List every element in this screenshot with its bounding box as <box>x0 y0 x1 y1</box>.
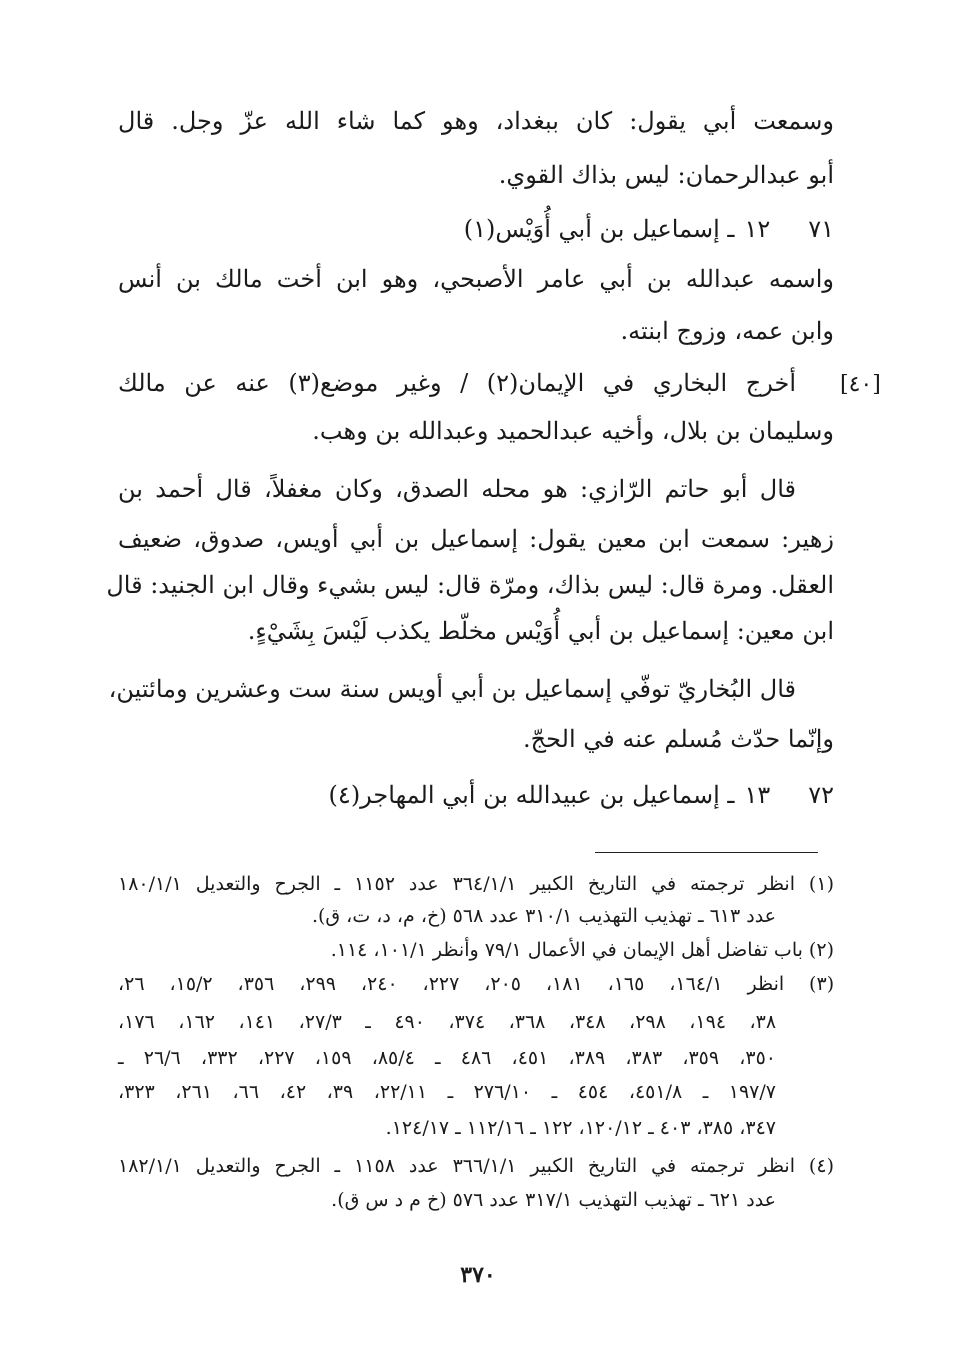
footnote-line: (٤) انظر ترجمته في التاريخ الكبير ٣٦٦/١/١ عدد ١١٥٨ ـ الجرح والتعديل ١٨٢/١/١ <box>118 1155 834 1177</box>
footnote-line: (١) انظر ترجمته في التاريخ الكبير ٣٦٤/١/١ عدد ١١٥٢ ـ الجرح والتعديل ١٨٠/١/١ <box>118 873 834 895</box>
entry-index: ١٢ <box>744 215 771 243</box>
entry-heading-72 <box>329 778 834 812</box>
entry-number: ٧١ <box>808 215 834 243</box>
text-line: أبو عبدالرحمان: ليس بذاك القوي. <box>498 161 834 189</box>
footnote-line: ٣٨، ١٩٤، ٢٩٨، ٣٤٨، ٣٦٨، ٣٧٤، ٤٩٠ ـ ٢٧/٣، ١٤١، ١٦٢، ١٧٦، <box>118 1011 777 1033</box>
entry-name: ـ إسماعيل بن أبي أُوَيْس(١) <box>463 215 735 243</box>
page-number: ٣٧٠ <box>460 1262 496 1288</box>
entry-index: ١٣ <box>744 781 771 809</box>
text-line: وإنّما حدّث مُسلم عنه في الحجّ. <box>523 725 834 753</box>
text-line: قال أبو حاتم الرّازي: هو محله الصدق، وكان مغفلاً، قال أحمد بن <box>118 475 796 503</box>
footnote-line: ٣٤٧، ٣٨٥، ٤٠٣ ـ ١٢٠/١٢، ١٢٢ ـ ١١٢/١٦ ـ ١٢٤/١٧. <box>385 1117 776 1139</box>
footnote-separator <box>595 852 818 853</box>
text-line: زهير: سمعت ابن معين يقول: إسماعيل بن أبي أويس، صدوق، ضعيف <box>118 525 834 553</box>
text-line: العقل. ومرة قال: ليس بذاك، ومرّة قال: ليس بشيء وقال ابن الجنيد: قال <box>106 571 834 599</box>
text-line: ابن معين: إسماعيل بن أبي أُوَيْس مخلّط يكذب لَيْسَ بِشَيْءٍ. <box>247 617 834 645</box>
text-line: وابن عمه، وزوج ابنته. <box>620 317 834 345</box>
footnote-line: عدد ٦١٣ ـ تهذيب التهذيب ٣١٠/١ عدد ٥٦٨ (خ، م، د، ت، ق). <box>311 905 776 927</box>
footnote-line: ١٩٧/٧ ـ ٤٥١/٨، ٤٥٤ ـ ٢٧٦/١٠ ـ ٢٢/١١، ٣٩، ٤٢، ٦٦، ٢٦١، ٣٢٣، <box>118 1081 776 1103</box>
margin-page-ref: [٤٠] <box>840 372 881 397</box>
text-line: وسليمان بن بلال، وأخيه عبدالحميد وعبدالله بن وهب. <box>312 417 834 445</box>
footnote-line: (٣) انظر ١٦٤/١، ١٦٥، ١٨١، ٢٠٥، ٢٢٧، ٢٤٠، ٢٩٩، ٣٥٦، ١٥/٢، ٢٦، <box>118 973 835 995</box>
footnote-line: ٣٥٠، ٣٥٩، ٣٨٣، ٣٨٩، ٤٥١، ٤٨٦ ـ ٨٥/٤، ١٥٩، ٢٢٧، ٣٣٢، ٢٦/٦ ـ <box>118 1047 776 1069</box>
text-line: وسمعت أبي يقول: كان ببغداد، وهو كما شاء الله عزّ وجل. قال <box>118 107 834 135</box>
entry-name: ـ إسماعيل بن عبيدالله بن أبي المهاجر(٤) <box>328 781 735 809</box>
text-line: أخرج البخاري في الإيمان(٢) / وغير موضع(٣) عنه عن مالك <box>118 369 797 397</box>
entry-heading-71 <box>464 212 834 246</box>
text-line: قال البُخاريّ توفّي إسماعيل بن أبي أويس سنة ست وعشرين ومائتين، <box>108 675 796 703</box>
entry-number: ٧٢ <box>808 781 834 809</box>
text-line: واسمه عبدالله بن أبي عامر الأصبحي، وهو ابن أخت مالك بن أنس <box>118 265 834 293</box>
footnote-line: عدد ٦٢١ ـ تهذيب التهذيب ٣١٧/١ عدد ٥٧٦ (خ م د س ق). <box>331 1189 776 1211</box>
footnote-line: (٢) باب تفاضل أهل الإيمان في الأعمال ٧٩/١ وأنظر ١٠١/١، ١١٤. <box>330 939 834 961</box>
